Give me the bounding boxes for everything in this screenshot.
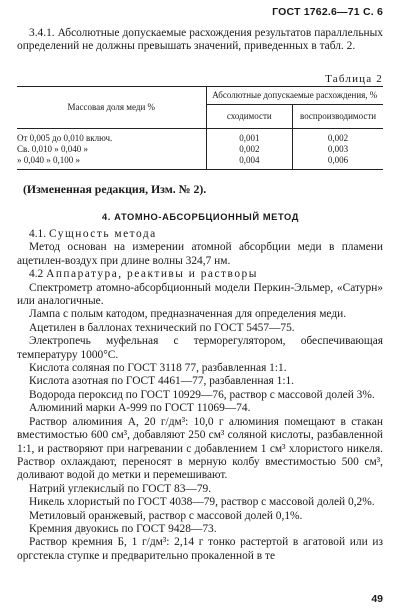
- page-header: ГОСТ 1762.6—71 С. 6: [272, 6, 383, 18]
- paragraph-lamp: Лампа с полым катодом, предназначенная для определения меди.: [29, 308, 347, 321]
- cell-reproducibility: 0,002: [327, 133, 349, 143]
- paragraph-furnace: Электропечь муфельная с терморегулятором, обеспечивающая температуру 1000°С.: [17, 335, 383, 361]
- paragraph-sodium-carbonate: Натрий углекислый по ГОСТ 83—79.: [29, 482, 212, 495]
- subsection-title: Аппаратура, реактивы и растворы: [46, 268, 258, 281]
- table-row: [17, 129, 383, 145]
- header-tolerance-group: Абсолютные допускаемые расхождения, %: [206, 87, 383, 105]
- page-number: 49: [371, 593, 383, 605]
- paragraph-hydrogen-peroxide: Водорода пероксид по ГОСТ 10929—76, раствор с массовой долей 3%.: [29, 388, 375, 401]
- paragraph-methyl-orange: Метиловый оранжевый, раствор с массовой долей 0,1%.: [29, 509, 303, 522]
- paragraph-nitric-acid: Кислота азотная по ГОСТ 4461—77, разбавленная 1:1.: [29, 375, 295, 388]
- paragraph-solution-a: Раствор алюминия А, 20 г/дм³: 10,0 г алюминия помещают в стакан вместимостью 600 см³, добавляют 250 см³ соляной кислоты, разбавленной 1:1, и растворяют при нагревании с добавлением 1 см³ хлористого никеля. Раствор охлаждают, переносят в мерную колбу вместимостью 500 см³, доливают водой до метки и перемешивают.: [17, 415, 383, 482]
- cell-convergence: 0,004: [206, 155, 293, 170]
- paragraph-hydrochloric-acid: Кислота соляная по ГОСТ 3118 77, разбавленная 1:1.: [29, 362, 287, 375]
- subsection-4-2-heading: [17, 268, 383, 281]
- table-header-row: [17, 87, 383, 105]
- subsection-number: 4.1.: [29, 228, 47, 240]
- cell-range: Св. 0,010 » 0,040 »: [17, 144, 89, 154]
- paragraph-solution-b: Раствор кремния Б, 1 г/дм³: 2,14 г тонко растертой в агатовой или из оргстекла ступке и предварительно прокаленной в те: [17, 536, 383, 562]
- edition-note: (Измененная редакция, Изм. № 2).: [23, 182, 207, 196]
- table-row: [17, 144, 383, 155]
- table-row: [17, 155, 383, 170]
- section-body: [17, 228, 383, 563]
- paragraph-method-essence: Метод основан на измерении атомной абсорбции меди в пламени ацетилен-воздух при длине волны 324,7 нм.: [17, 241, 383, 267]
- subsection-number: 4.2: [29, 268, 44, 281]
- cell-range: От 0,005 до 0,010 включ.: [17, 133, 113, 143]
- header-reproducibility: воспроизводимости: [293, 105, 383, 129]
- cell-convergence: 0,001: [206, 129, 293, 145]
- intro-block: [17, 27, 383, 54]
- cell-range: » 0,040 » 0,100 »: [17, 155, 206, 170]
- paragraph-3-4-1: 3.4.1. Абсолютные допускаемые расхождения результатов параллельных определений не должны превышать значений, приведенных в табл. 2.: [17, 27, 383, 53]
- table-caption: Таблица 2: [325, 73, 383, 85]
- cell-reproducibility: 0,003: [327, 144, 349, 154]
- paragraph-aluminium: Алюминий марки А-999 по ГОСТ 11069—74.: [29, 402, 251, 415]
- section-title: 4. АТОМНО-АБСОРБЦИОННЫЙ МЕТОД: [102, 212, 299, 222]
- paragraph-silica: Кремния двуокись по ГОСТ 9428—73.: [29, 522, 217, 535]
- paragraph-acetylene: Ацетилен в баллонах технический по ГОСТ 5457—75.: [29, 321, 295, 334]
- header-mass-fraction: Массовая доля меди %: [17, 87, 206, 129]
- subsection-title: Сущность метода: [48, 228, 157, 240]
- tolerance-table: [17, 86, 383, 170]
- subsection-4-1-heading: [17, 228, 383, 241]
- cell-convergence: 0,002: [206, 144, 293, 155]
- paragraph-spectrometer: Спектрометр атомно-абсорбционный модели Перкин-Эльмер, «Сатурн» или аналогичные.: [17, 281, 383, 308]
- paragraph-nickel-chloride: Никель хлористый по ГОСТ 4038—79, раствор с массовой долей 0,2%.: [29, 496, 375, 509]
- cell-reproducibility: 0,006: [293, 155, 383, 170]
- header-convergence: сходимости: [206, 105, 293, 129]
